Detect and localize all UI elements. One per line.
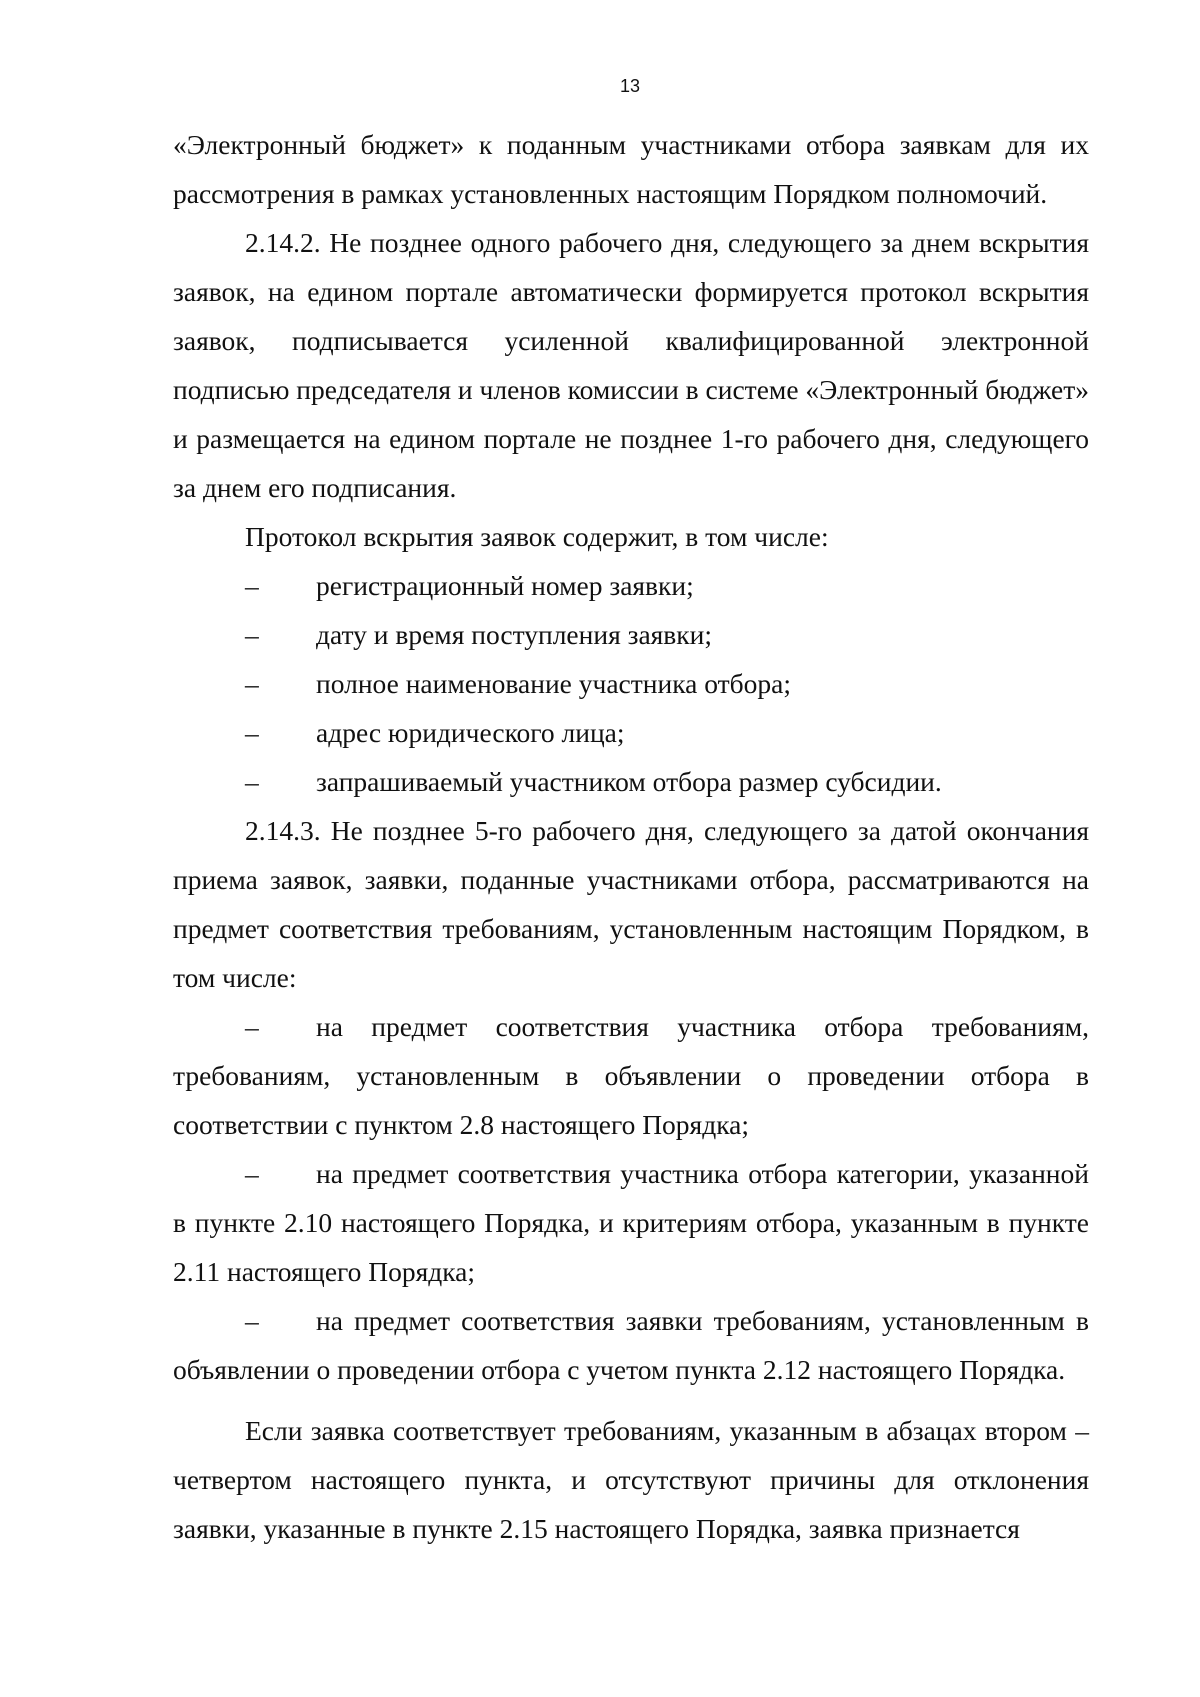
list-dash: – [245, 1305, 259, 1336]
list-dash: – [245, 1158, 259, 1189]
paragraph-compliance: Если заявка соответствует требованиям, указанным в абзацах втором – четвертом настоящего пункта, и отсутствуют причины для отклонения заявки, указанные в пункте 2.15 настоящего Порядка, заявка признается [173, 1415, 1089, 1544]
document-body [173, 120, 1089, 1553]
list-dash: – [245, 766, 259, 797]
paragraph-protocol-contents: Протокол вскрытия заявок содержит, в том числе: [245, 521, 829, 552]
list-item [173, 610, 1089, 659]
list-item [173, 561, 1089, 610]
protocol-contents-list [173, 561, 1089, 806]
list-item-text: запрашиваемый участником отбора размер субсидии. [316, 766, 942, 797]
list-item [173, 659, 1089, 708]
list-item-text: на предмет соответствия участника отбора категории, указанной в пункте 2.10 настоящего Порядка, и критериям отбора, указанным в пункте 2.11 настоящего Порядка; [173, 1158, 1089, 1287]
list-item-text: адрес юридического лица; [316, 717, 625, 748]
list-dash: – [245, 668, 259, 699]
paragraph-2-14-2: 2.14.2. Не позднее одного рабочего дня, следующего за днем вскрытия заявок, на едином портале автоматически формируется протокол вскрытия заявок, подписывается усиленной квалифицированной электронной подписью председателя и членов комиссии в системе «Электронный бюджет» и размещается на едином портале не позднее 1-го рабочего дня, следующего за днем его подписания. [173, 227, 1089, 503]
list-item-text: дату и время поступления заявки; [316, 619, 713, 650]
list-item-text: на предмет соответствия участника отбора требованиям, требованиям, установленным в объявлении о проведении отбора в соответствии с пунктом 2.8 настоящего Порядка; [173, 1011, 1089, 1140]
paragraph-2-14-3: 2.14.3. Не позднее 5-го рабочего дня, следующего за датой окончания приема заявок, заявки, поданные участниками отбора, рассматриваются на предмет соответствия требованиям, установленным настоящим Порядком, в том числе: [173, 815, 1089, 993]
list-dash: – [245, 717, 259, 748]
list-dash: – [245, 619, 259, 650]
list-item [173, 1002, 1089, 1149]
list-dash: – [245, 570, 259, 601]
list-item-text: полное наименование участника отбора; [316, 668, 791, 699]
list-item [173, 708, 1089, 757]
page-number: 13 [619, 76, 641, 96]
list-dash: – [245, 1011, 259, 1042]
paragraph-continuation: «Электронный бюджет» к поданным участниками отбора заявкам для их рассмотрения в рамках установленных настоящим Порядком полномочий. [173, 129, 1089, 209]
list-item-text: регистрационный номер заявки; [316, 570, 694, 601]
list-item [173, 757, 1089, 806]
review-criteria-list [173, 1002, 1089, 1394]
list-item-text: на предмет соответствия заявки требованиям, установленным в объявлении о проведении отбора с учетом пункта 2.12 настоящего Порядка. [173, 1305, 1089, 1385]
list-item [173, 1296, 1089, 1394]
list-item [173, 1149, 1089, 1296]
